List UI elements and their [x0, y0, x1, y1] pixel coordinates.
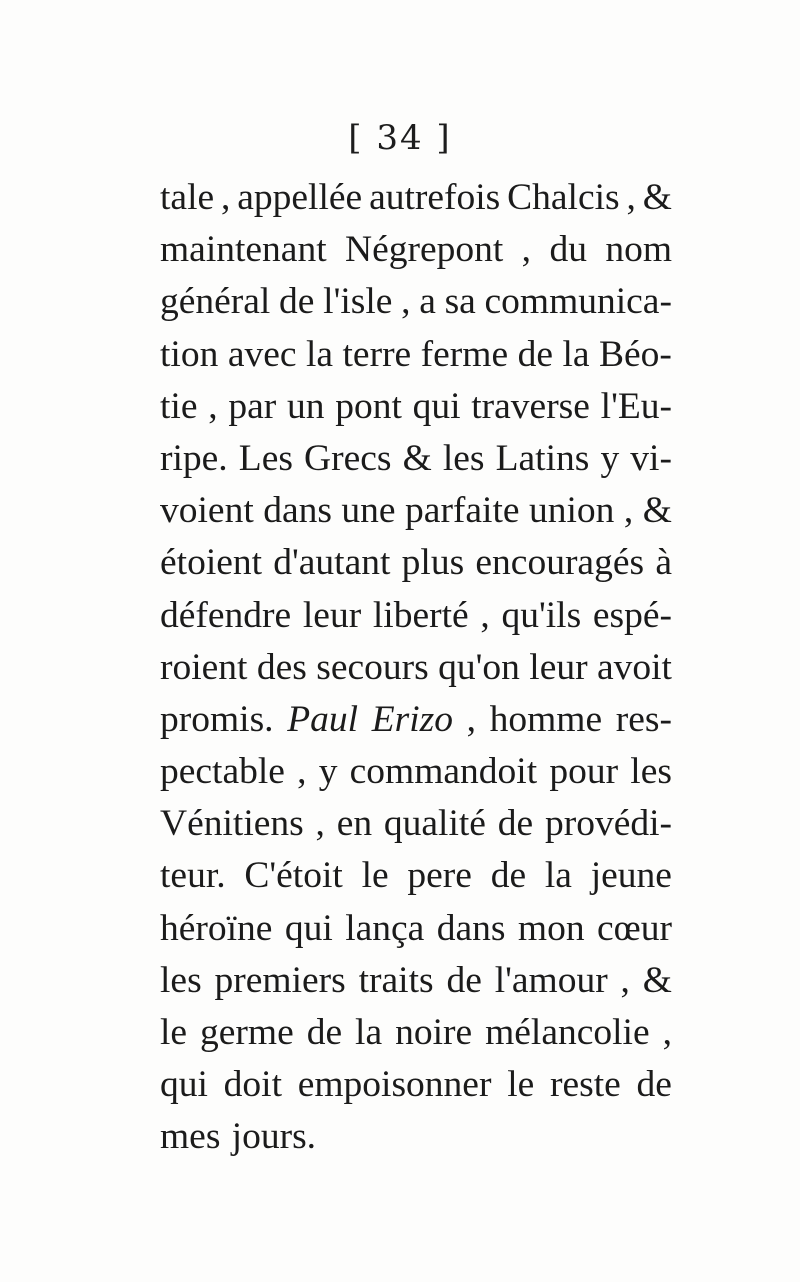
- text-line: [160, 1007, 672, 1059]
- word: avoit: [596, 646, 672, 688]
- word: &: [402, 437, 432, 479]
- word: à: [655, 542, 672, 584]
- word: Les: [238, 437, 293, 479]
- word: traits: [358, 959, 434, 1001]
- text-line: [160, 537, 672, 589]
- text-line: [160, 746, 672, 798]
- word: leur: [529, 646, 588, 688]
- word: teur.: [160, 855, 226, 897]
- word: homme: [489, 698, 603, 740]
- word: jeune: [590, 855, 672, 897]
- word: res-: [615, 698, 672, 740]
- word: ,: [297, 751, 307, 793]
- word: de: [306, 1012, 343, 1053]
- word: de: [446, 959, 482, 1001]
- word: ripe.: [160, 437, 228, 479]
- word: Erizo: [371, 698, 453, 740]
- word: défendre: [160, 594, 292, 636]
- word: tale: [160, 177, 215, 218]
- word: C'étoit: [244, 855, 343, 897]
- word: &: [642, 177, 672, 218]
- word: les: [630, 751, 672, 793]
- word: ,: [315, 803, 325, 845]
- word: qui: [284, 907, 333, 949]
- word: de: [636, 1064, 672, 1106]
- word: autrefois: [369, 177, 501, 218]
- word: commandoit: [349, 751, 538, 793]
- word: pour: [549, 751, 619, 793]
- word: de: [490, 855, 527, 897]
- word: y: [318, 751, 338, 793]
- word: maintenant: [160, 229, 327, 271]
- word: ,: [662, 1012, 672, 1053]
- word: qui: [412, 385, 461, 427]
- word: roient: [160, 646, 248, 688]
- body-text: [160, 172, 672, 1164]
- word: traverse: [471, 385, 590, 427]
- word: reste: [550, 1064, 621, 1106]
- word: Négrepont: [345, 229, 504, 271]
- word: mélancolie: [485, 1012, 650, 1053]
- text-line: [160, 381, 672, 433]
- word: général: [160, 281, 271, 323]
- word: Vénitiens: [160, 803, 304, 845]
- word: ,: [626, 177, 636, 218]
- text-line: [160, 329, 672, 381]
- word: ,: [620, 959, 630, 1001]
- word: par: [228, 385, 277, 427]
- word: de: [517, 333, 553, 375]
- word: espé-: [592, 594, 672, 636]
- word: qui: [160, 1064, 208, 1106]
- word: la: [355, 1012, 383, 1053]
- word: union: [529, 490, 615, 532]
- word: &: [642, 490, 672, 532]
- word: d'autant: [273, 542, 391, 584]
- word: qu'on: [438, 646, 520, 688]
- word: qu'ils: [501, 594, 582, 636]
- word: sa: [444, 281, 476, 323]
- word: mon: [517, 907, 585, 949]
- word: le: [507, 1064, 535, 1106]
- word: un: [286, 385, 325, 427]
- text-line: [160, 590, 672, 642]
- word: du: [549, 229, 587, 271]
- word: une: [341, 490, 396, 532]
- word: l'Eu-: [600, 385, 672, 427]
- word: provédi-: [544, 803, 672, 845]
- word: doit: [223, 1064, 282, 1106]
- word: vi-: [630, 437, 672, 479]
- word: le: [160, 1012, 188, 1053]
- word: de: [279, 281, 315, 323]
- word: le: [361, 855, 389, 897]
- word: Chalcis: [507, 177, 620, 218]
- text-line: [160, 224, 672, 276]
- text-line: [160, 276, 672, 328]
- word: ,: [521, 229, 532, 271]
- word: les: [442, 437, 485, 479]
- word: pere: [407, 855, 472, 897]
- word: promis.: [160, 698, 274, 740]
- text-line: [160, 955, 672, 1007]
- word: communica-: [484, 281, 672, 323]
- word: dans: [436, 907, 506, 949]
- text-line: [160, 485, 672, 537]
- text-line: [160, 798, 672, 850]
- word: appellée: [237, 177, 363, 218]
- word: ,: [208, 385, 218, 427]
- word: dans: [263, 490, 332, 532]
- word: liberté: [372, 594, 469, 636]
- word: ,: [623, 490, 634, 532]
- word: étoient: [160, 542, 263, 584]
- word: a: [419, 281, 436, 323]
- word: lança: [345, 907, 425, 949]
- word: de: [497, 803, 534, 845]
- word: ,: [221, 177, 231, 218]
- text-line: [160, 433, 672, 485]
- word: y: [600, 437, 620, 479]
- word: la: [544, 855, 572, 897]
- text-line: [160, 172, 672, 224]
- word: cœur: [597, 907, 672, 949]
- word: noire: [395, 1012, 473, 1053]
- word: empoisonner: [297, 1064, 492, 1106]
- word: en: [336, 803, 373, 845]
- text-line: [160, 642, 672, 694]
- word: ,: [401, 281, 411, 323]
- text-line: [160, 694, 672, 746]
- word: mes: [160, 1116, 221, 1158]
- text-line: [160, 850, 672, 902]
- word: les: [160, 959, 202, 1001]
- word: voient: [160, 490, 254, 532]
- word: pectable: [160, 751, 285, 793]
- page-number: [ 34 ]: [348, 118, 452, 158]
- word: germe: [200, 1012, 294, 1053]
- word: nom: [605, 229, 672, 271]
- word: des: [256, 646, 307, 688]
- word: plus: [401, 542, 465, 584]
- word: pont: [335, 385, 402, 427]
- word: leur: [302, 594, 362, 636]
- word: jours.: [231, 1116, 317, 1158]
- word: ,: [466, 698, 476, 740]
- word: encouragés: [475, 542, 645, 584]
- word: terre: [342, 333, 412, 375]
- word: Latins: [495, 437, 590, 479]
- word: l'amour: [494, 959, 608, 1001]
- word: ferme: [420, 333, 509, 375]
- word: tion: [160, 333, 219, 375]
- word: parfaite: [405, 490, 520, 532]
- word: avec: [227, 333, 297, 375]
- text-line: [160, 1111, 672, 1163]
- word: Grecs: [304, 437, 392, 479]
- word: secours: [316, 646, 429, 688]
- word: &: [642, 959, 672, 1001]
- word: l'isle: [323, 281, 393, 323]
- word: qualité: [383, 803, 486, 845]
- word: tie: [160, 385, 198, 427]
- word: la: [305, 333, 334, 375]
- word: premiers: [214, 959, 346, 1001]
- word: ,: [480, 594, 490, 636]
- word: Béo-: [599, 333, 672, 375]
- word: héroïne: [160, 907, 273, 949]
- text-line: [160, 903, 672, 955]
- text-line: [160, 1059, 672, 1111]
- word: la: [562, 333, 590, 375]
- word: Paul: [287, 698, 359, 740]
